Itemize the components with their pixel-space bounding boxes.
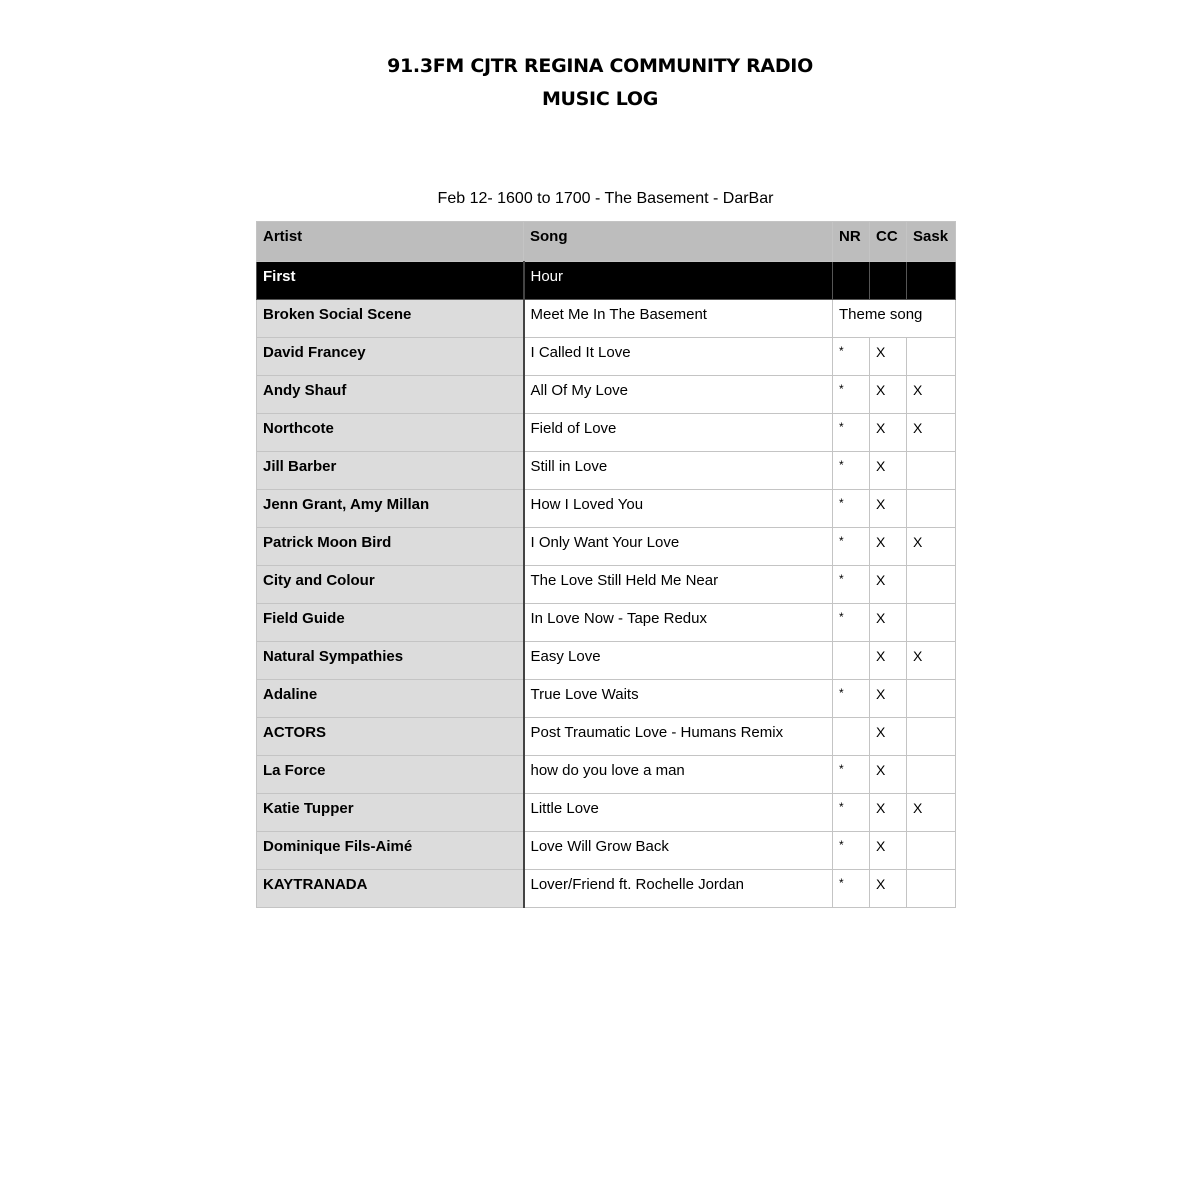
artist-cell: Northcote bbox=[257, 414, 524, 452]
artist-cell: City and Colour bbox=[257, 566, 524, 604]
nr-cell: * bbox=[833, 756, 870, 794]
nr-cell: * bbox=[833, 414, 870, 452]
artist-cell: Katie Tupper bbox=[257, 794, 524, 832]
song-cell: Field of Love bbox=[524, 414, 833, 452]
table-row bbox=[257, 452, 956, 490]
cc-cell: X bbox=[870, 604, 907, 642]
section-cell-cc bbox=[870, 262, 907, 300]
cc-cell: X bbox=[870, 376, 907, 414]
song-cell: Post Traumatic Love - Humans Remix bbox=[524, 718, 833, 756]
table-row bbox=[257, 414, 956, 452]
song-cell: All Of My Love bbox=[524, 376, 833, 414]
section-cell-sask bbox=[907, 262, 956, 300]
cc-cell: X bbox=[870, 490, 907, 528]
section-label: First bbox=[257, 262, 524, 300]
table-row bbox=[257, 528, 956, 566]
sask-cell bbox=[907, 452, 956, 490]
sask-cell bbox=[907, 718, 956, 756]
song-cell: Lover/Friend ft. Rochelle Jordan bbox=[524, 870, 833, 908]
cc-cell: X bbox=[870, 756, 907, 794]
nr-cell: * bbox=[833, 604, 870, 642]
sask-cell bbox=[907, 566, 956, 604]
sask-cell bbox=[907, 832, 956, 870]
song-cell: How I Loved You bbox=[524, 490, 833, 528]
nr-cell bbox=[833, 718, 870, 756]
nr-cell: * bbox=[833, 338, 870, 376]
column-header-sask: Sask bbox=[907, 222, 956, 262]
nr-cell: * bbox=[833, 452, 870, 490]
song-cell: how do you love a man bbox=[524, 756, 833, 794]
nr-cell: * bbox=[833, 832, 870, 870]
song-cell: Still in Love bbox=[524, 452, 833, 490]
artist-cell: David Francey bbox=[257, 338, 524, 376]
section-sublabel: Hour bbox=[524, 262, 833, 300]
artist-cell: La Force bbox=[257, 756, 524, 794]
sask-cell bbox=[907, 756, 956, 794]
nr-cell: * bbox=[833, 490, 870, 528]
song-cell: Little Love bbox=[524, 794, 833, 832]
column-header-artist: Artist bbox=[257, 222, 524, 262]
artist-cell: Jenn Grant, Amy Millan bbox=[257, 490, 524, 528]
nr-cell: * bbox=[833, 528, 870, 566]
song-cell: The Love Still Held Me Near bbox=[524, 566, 833, 604]
column-header-cc: CC bbox=[870, 222, 907, 262]
sask-cell: X bbox=[907, 376, 956, 414]
table-row bbox=[257, 870, 956, 908]
artist-cell: Dominique Fils-Aimé bbox=[257, 832, 524, 870]
artist-cell: Andy Shauf bbox=[257, 376, 524, 414]
cc-cell: X bbox=[870, 566, 907, 604]
nr-cell bbox=[833, 642, 870, 680]
table-row bbox=[257, 756, 956, 794]
nr-cell: * bbox=[833, 376, 870, 414]
station-title: 91.3FM CJTR REGINA COMMUNITY RADIO bbox=[387, 55, 813, 77]
sask-cell bbox=[907, 490, 956, 528]
table-row bbox=[257, 604, 956, 642]
theme-song: Meet Me In The Basement bbox=[524, 300, 833, 338]
table-row bbox=[257, 832, 956, 870]
cc-cell: X bbox=[870, 832, 907, 870]
theme-artist: Broken Social Scene bbox=[257, 300, 524, 338]
theme-note: Theme song bbox=[833, 300, 956, 338]
artist-cell: Field Guide bbox=[257, 604, 524, 642]
sask-cell: X bbox=[907, 794, 956, 832]
table-row bbox=[257, 376, 956, 414]
sask-cell bbox=[907, 870, 956, 908]
sask-cell: X bbox=[907, 528, 956, 566]
music-log-table bbox=[256, 221, 956, 908]
sask-cell bbox=[907, 604, 956, 642]
song-cell: Easy Love bbox=[524, 642, 833, 680]
song-cell: True Love Waits bbox=[524, 680, 833, 718]
cc-cell: X bbox=[870, 642, 907, 680]
nr-cell: * bbox=[833, 870, 870, 908]
nr-cell: * bbox=[833, 680, 870, 718]
table-row bbox=[257, 642, 956, 680]
log-title: MUSIC LOG bbox=[541, 88, 659, 110]
table-row bbox=[257, 566, 956, 604]
sask-cell: X bbox=[907, 642, 956, 680]
nr-cell: * bbox=[833, 794, 870, 832]
song-cell: I Only Want Your Love bbox=[524, 528, 833, 566]
table-header-row bbox=[257, 222, 956, 262]
table-row bbox=[257, 338, 956, 376]
song-cell: Love Will Grow Back bbox=[524, 832, 833, 870]
nr-cell: * bbox=[833, 566, 870, 604]
table-row bbox=[257, 490, 956, 528]
table-row bbox=[257, 680, 956, 718]
show-subtitle: Feb 12- 1600 to 1700 - The Basement - DarBar bbox=[437, 190, 774, 207]
song-cell: In Love Now - Tape Redux bbox=[524, 604, 833, 642]
section-row bbox=[257, 262, 956, 300]
table-row bbox=[257, 794, 956, 832]
cc-cell: X bbox=[870, 870, 907, 908]
artist-cell: Natural Sympathies bbox=[257, 642, 524, 680]
column-header-song: Song bbox=[524, 222, 833, 262]
sask-cell bbox=[907, 338, 956, 376]
artist-cell: Jill Barber bbox=[257, 452, 524, 490]
artist-cell: Adaline bbox=[257, 680, 524, 718]
sask-cell bbox=[907, 680, 956, 718]
document-header bbox=[0, 50, 1200, 116]
sask-cell: X bbox=[907, 414, 956, 452]
cc-cell: X bbox=[870, 718, 907, 756]
song-cell: I Called It Love bbox=[524, 338, 833, 376]
cc-cell: X bbox=[870, 528, 907, 566]
cc-cell: X bbox=[870, 680, 907, 718]
artist-cell: ACTORS bbox=[257, 718, 524, 756]
cc-cell: X bbox=[870, 452, 907, 490]
theme-row bbox=[257, 300, 956, 338]
artist-cell: KAYTRANADA bbox=[257, 870, 524, 908]
cc-cell: X bbox=[870, 794, 907, 832]
column-header-nr: NR bbox=[833, 222, 870, 262]
artist-cell: Patrick Moon Bird bbox=[257, 528, 524, 566]
table-row bbox=[257, 718, 956, 756]
cc-cell: X bbox=[870, 414, 907, 452]
section-cell-nr bbox=[833, 262, 870, 300]
cc-cell: X bbox=[870, 338, 907, 376]
